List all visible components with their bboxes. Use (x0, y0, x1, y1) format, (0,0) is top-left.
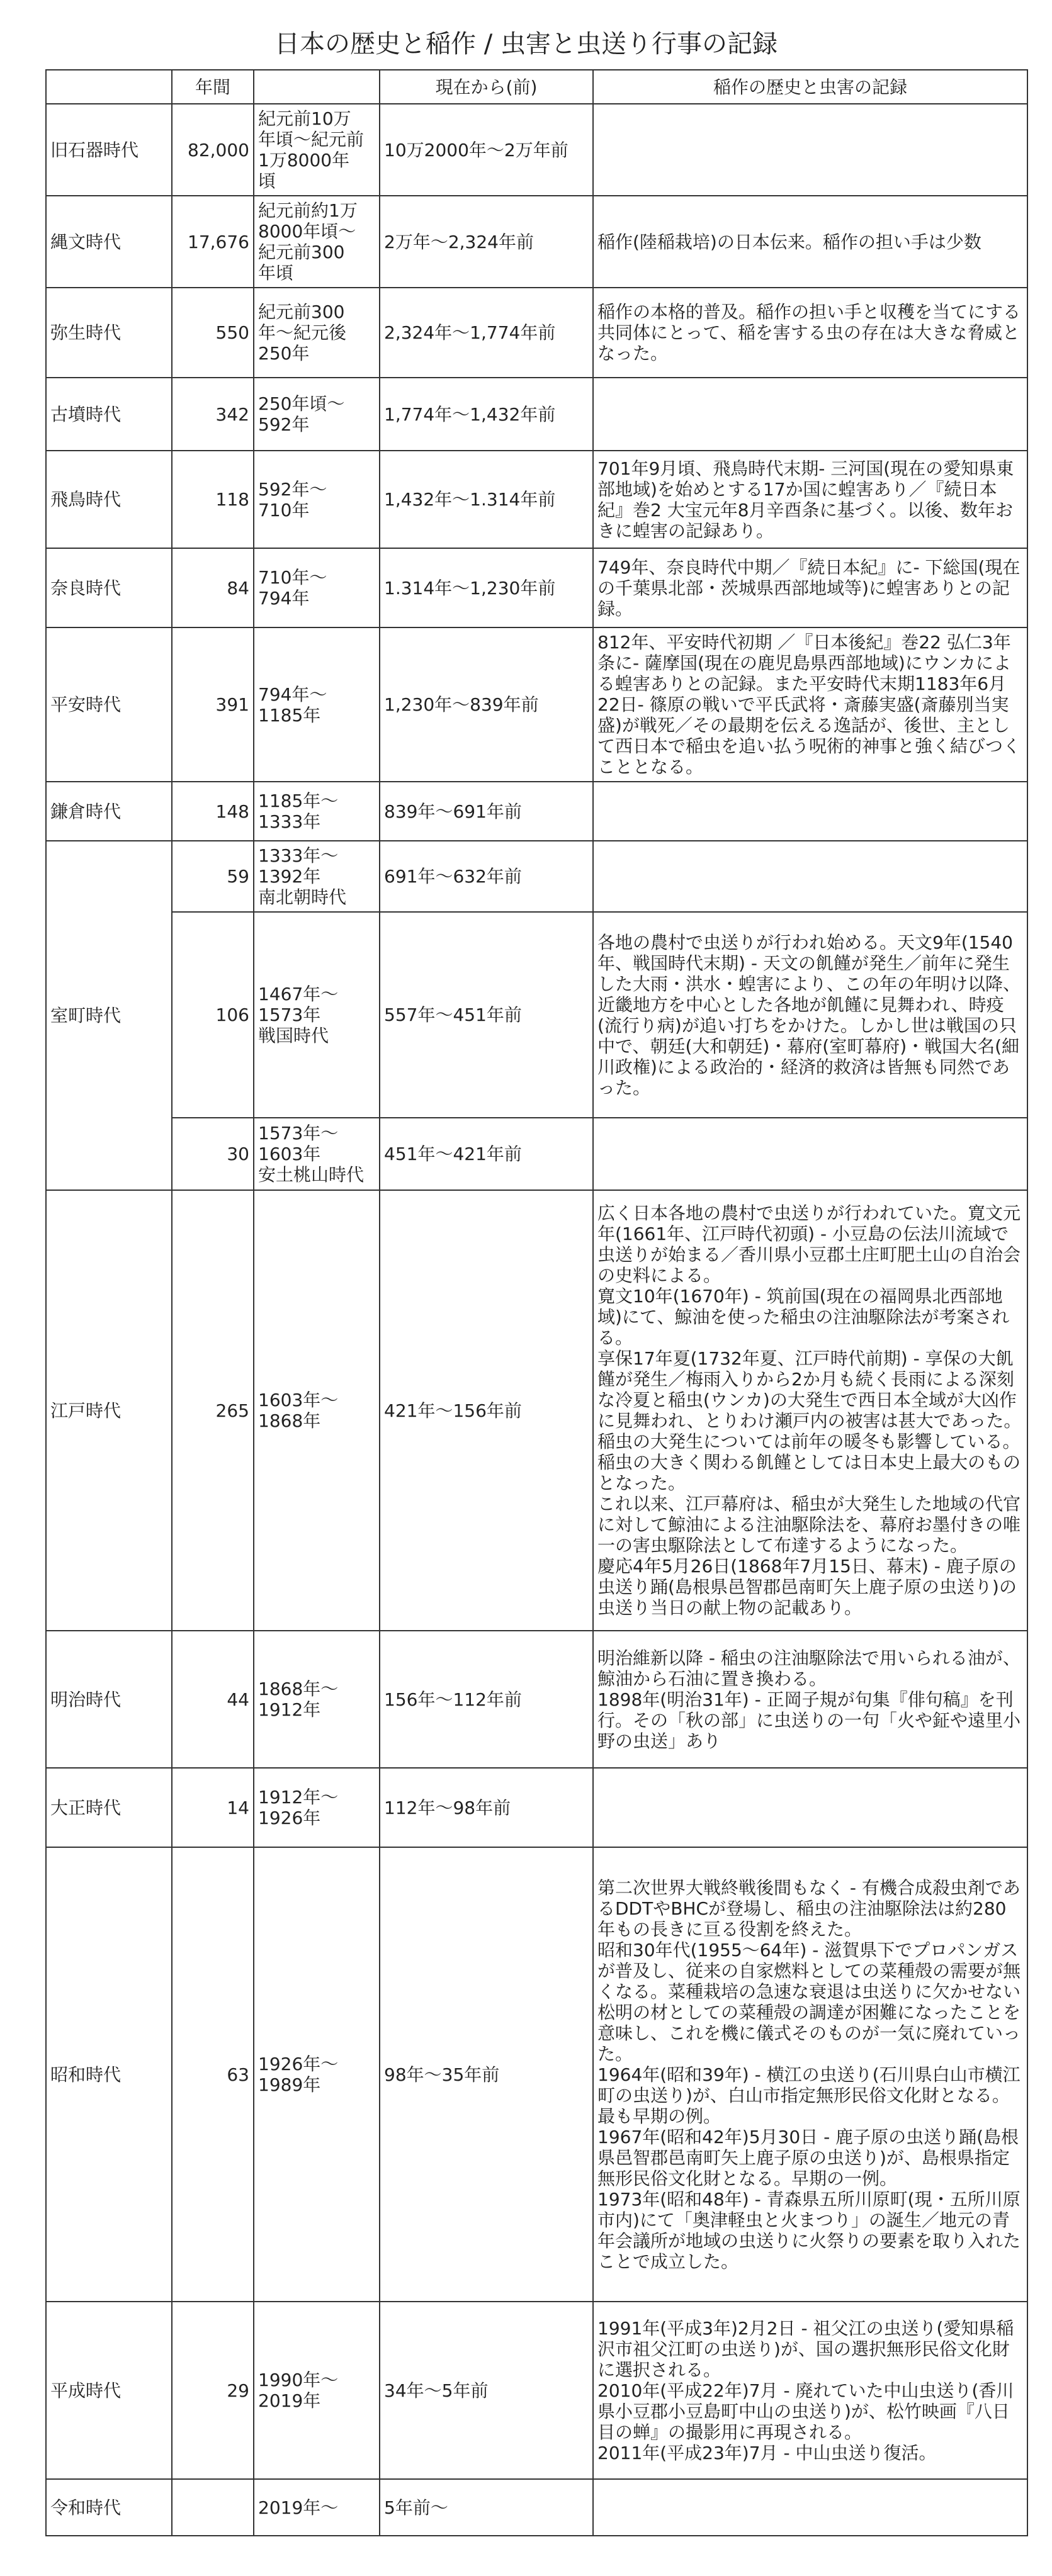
record-line: 1964年(昭和39年) - 横江の虫送り(石川県白山市横江町の虫送り)が、白山市指定無形民俗文化財となる。最も早期の例。 (597, 2064, 1021, 2127)
record-line: 明治維新以降 - 稲虫の注油駆除法で用いられる油が、鯨油から石油に置き換わる。 (597, 1647, 1021, 1689)
ago-cell: 2万年〜2,324年前 (380, 196, 593, 288)
record-cell: 稲作(陸稲栽培)の日本伝来。稲作の担い手は少数 (593, 196, 1027, 288)
record-line: 広く日本各地の農村で虫送りが行われていた。寛文元年(1661年、江戸時代初頭) - 小豆島の伝法川流域で虫送りが始まる／香川県小豆郡土庄町肥土山の自治会の史料による。 (597, 1203, 1021, 1286)
years-cell: 30 (172, 1118, 254, 1190)
record-line: 慶応4年5月26日(1868年7月15日、幕末) - 鹿子原の虫送り踊(島根県邑智郡邑南町矢上鹿子原の虫送り)の虫送り当日の献上物の記載あり。 (597, 1556, 1017, 1618)
record-cell (593, 1768, 1027, 1847)
period-text: 1912年〜 1926年 (258, 1787, 339, 1828)
ago-cell: 1,230年〜839年前 (380, 627, 593, 782)
table-row (46, 2479, 1027, 2536)
table-row (46, 1847, 1027, 2302)
table-row (46, 912, 1027, 1118)
years-cell: 17,676 (172, 196, 254, 288)
era-cell: 室町時代 (46, 841, 172, 1190)
record-cell (593, 1847, 1027, 2302)
table-header-row (46, 70, 1027, 104)
ago-cell: 691年〜632年前 (380, 841, 593, 912)
ago-cell: 5年前〜 (380, 2479, 593, 2536)
period-cell (254, 288, 380, 378)
era-cell: 明治時代 (46, 1631, 172, 1768)
years-cell: 59 (172, 841, 254, 912)
record-cell: 749年、奈良時代中期／『続日本紀』に- 下総国(現在の千葉県北部・茨城県西部地域等)に蝗害ありとの記録。 (593, 548, 1027, 627)
record-cell: 稲作の本格的普及。稲作の担い手と収穫を当てにする共同体にとって、稲を害する虫の存在は大きな脅威となった。 (593, 288, 1027, 378)
record-cell (593, 1631, 1027, 1768)
period-cell (254, 451, 380, 548)
era-cell: 古墳時代 (46, 378, 172, 451)
period-text: 1868年〜 1912年 (258, 1679, 339, 1720)
record-line: 1973年(昭和48年) - 青森県五所川原町(現・五所川原市内)にて「奥津軽虫と火まつり」の誕生／地元の青年会議所が地域の虫送りに火祭りの要素を取り入れたことで成立した。 (597, 2188, 1021, 2272)
table-row (46, 2302, 1027, 2479)
table-row (46, 1631, 1027, 1768)
table-row (46, 288, 1027, 378)
period-text: 1990年〜 2019年 (258, 2370, 339, 2411)
years-cell: 118 (172, 451, 254, 548)
table-row (46, 451, 1027, 548)
record-line: これ以来、江戸幕府は、稲虫が大発生した地域の代官に対して鯨油による注油駆除法を、幕府お墨付きの唯一の害虫駆除法として布達するようになった。 (597, 1493, 1021, 1556)
ago-cell: 156年〜112年前 (380, 1631, 593, 1768)
period-text: 794年〜 1185年 (258, 683, 327, 726)
years-cell: 14 (172, 1768, 254, 1847)
ago-cell: 1,432年〜1.314年前 (380, 451, 593, 548)
ago-cell: 112年〜98年前 (380, 1768, 593, 1847)
record-cell (593, 1190, 1027, 1631)
record-cell (593, 841, 1027, 912)
period-cell (254, 196, 380, 288)
period-text: 1926年〜 1989年 (258, 2054, 339, 2095)
header-years: 年間 (172, 70, 254, 104)
record-line: 2010年(平成22年)7月 - 廃れていた中山虫送り(香川県小豆郡小豆島町中山の虫送り)が、松竹映画『八日目の蝉』の撮影用に再現される。 (597, 2380, 1014, 2443)
period-text: 紀元前約1万 8000年頃〜 紀元前300 年頃 (258, 200, 358, 283)
record-cell: 701年9月頃、飛鳥時代末期- 三河国(現在の愛知県東部地域)を始めとする17か国に蝗害あり／『続日本紀』巻2 大宝元年8月辛酉条に基づく。以後、数年おきに蝗害の記録あり。 (593, 451, 1027, 548)
years-cell (172, 2479, 254, 2536)
record-line: 第二次世界大戦終戦後間もなく - 有機合成殺虫剤であるDDTやBHCが登場し、稲虫の注油駆除法は約280年もの長きに亘る役割を終えた。 (597, 1877, 1021, 1940)
table-row (46, 627, 1027, 782)
period-text: 1467年〜 1573年 戦国時代 (258, 984, 339, 1046)
record-cell (593, 2479, 1027, 2536)
period-cell (254, 378, 380, 451)
period-text: 2019年〜 (258, 2497, 339, 2518)
period-cell (254, 1190, 380, 1631)
period-text: 1185年〜 1333年 (258, 790, 339, 832)
period-text: 1603年〜 1868年 (258, 1390, 339, 1431)
table-row (46, 1768, 1027, 1847)
era-cell: 旧石器時代 (46, 104, 172, 196)
header-record: 稲作の歴史と虫害の記録 (593, 70, 1027, 104)
record-line: 昭和30年代(1955〜64年) - 滋賀県下でプロパンガスが普及し、従来の自家燃料としての菜種殻の需要が無くなる。菜種栽培の急速な衰退は虫送りに欠かせない松明の材としての菜種殻の調達が困難になったことを意味し、これを機に儀式そのものが一気に廃れていった。 (597, 1939, 1021, 2064)
record-cell (593, 1118, 1027, 1190)
table-row (46, 548, 1027, 627)
record-line: 享保17年夏(1732年夏、江戸時代前期) - 享保の大飢饉が発生／梅雨入りから2か月も続く長雨による深刻な冷夏と稲虫(ウンカ)の大発生で西日本全域が大凶作に見舞われ、とりわけ瀬戸内の被害は甚大であった。稲虫の大発生については前年の暖冬も影響している。稲虫の大きく関わる飢饉としては日本史上最大のものとなった。 (597, 1348, 1022, 1493)
years-cell: 550 (172, 288, 254, 378)
period-cell (254, 912, 380, 1118)
era-cell: 縄文時代 (46, 196, 172, 288)
years-cell: 342 (172, 378, 254, 451)
years-cell: 265 (172, 1190, 254, 1631)
era-cell: 平成時代 (46, 2302, 172, 2479)
period-text: 592年〜 710年 (258, 478, 327, 520)
era-cell: 鎌倉時代 (46, 782, 172, 841)
ago-cell: 557年〜451年前 (380, 912, 593, 1118)
period-cell (254, 627, 380, 782)
record-cell (593, 782, 1027, 841)
period-cell (254, 2302, 380, 2479)
record-cell (593, 2302, 1027, 2479)
record-line: 1991年(平成3年)2月2日 - 祖父江の虫送り(愛知県稲沢市祖父江町の虫送り)が、国の選択無形民俗文化財に選択される。 (597, 2317, 1014, 2380)
period-cell (254, 1768, 380, 1847)
table-row (46, 196, 1027, 288)
record-line: 2011年(平成23年)7月 - 中山虫送り復活。 (597, 2442, 937, 2463)
period-cell (254, 104, 380, 196)
table-row (46, 1118, 1027, 1190)
era-cell: 昭和時代 (46, 1847, 172, 2302)
history-table (45, 69, 1028, 2536)
ago-cell: 839年〜691年前 (380, 782, 593, 841)
ago-cell: 451年〜421年前 (380, 1118, 593, 1190)
ago-cell: 34年〜5年前 (380, 2302, 593, 2479)
years-cell: 82,000 (172, 104, 254, 196)
era-cell: 平安時代 (46, 627, 172, 782)
period-cell (254, 782, 380, 841)
ago-cell: 421年〜156年前 (380, 1190, 593, 1631)
record-line: 1898年(明治31年) - 正岡子規が句集『俳句稿』を刊行。その「秋の部」に虫送りの一句「火や鉦や遠里小野の虫送」あり (597, 1689, 1021, 1752)
table-row (46, 782, 1027, 841)
period-text: 1573年〜 1603年 安土桃山時代 (258, 1123, 365, 1185)
page-title: 日本の歴史と稲作 / 虫害と虫送り行事の記録 (274, 30, 778, 59)
record-cell (593, 378, 1027, 451)
table-row (46, 841, 1027, 912)
record-line: 寛文10年(1670年) - 筑前国(現在の福岡県北西部地域)にて、鯨油を使った稲虫の注油駆除法が考案される。 (597, 1286, 1010, 1348)
years-cell: 29 (172, 2302, 254, 2479)
years-cell: 391 (172, 627, 254, 782)
header-period (254, 70, 380, 104)
table-row (46, 378, 1027, 451)
period-text: 1333年〜 1392年 南北朝時代 (258, 845, 347, 908)
record-cell: 812年、平安時代初期 ／『日本後紀』巻22 弘仁3年条に- 薩摩国(現在の鹿児島県西部地域)にウンカによる蝗害ありとの記録。また平安時代末期1183年6月22日- 篠原の戦いで平氏武将・斎藤実盛(斎藤別当実盛)が戦死／その最期を伝える逸話が、後世、主として西日本で稲虫を追い払う呪術的神事と強く結びつくこととなる。 (593, 627, 1027, 782)
years-cell: 148 (172, 782, 254, 841)
era-cell: 江戸時代 (46, 1190, 172, 1631)
period-cell (254, 548, 380, 627)
header-ago: 現在から(前) (380, 70, 593, 104)
period-cell (254, 841, 380, 912)
table-row (46, 1190, 1027, 1631)
ago-cell: 1.314年〜1,230年前 (380, 548, 593, 627)
ago-cell: 10万2000年〜2万年前 (380, 104, 593, 196)
ago-cell: 2,324年〜1,774年前 (380, 288, 593, 378)
years-cell: 63 (172, 1847, 254, 2302)
record-line: 1967年(昭和42年)5月30日 - 鹿子原の虫送り踊(島根県邑智郡邑南町矢上鹿子原の虫送り)が、島根県指定無形民俗文化財となる。早期の一例。 (597, 2126, 1019, 2189)
years-cell: 44 (172, 1631, 254, 1768)
table-row (46, 104, 1027, 196)
period-cell (254, 2479, 380, 2536)
ago-cell: 98年〜35年前 (380, 1847, 593, 2302)
era-cell: 飛鳥時代 (46, 451, 172, 548)
period-cell (254, 1847, 380, 2302)
record-cell: 各地の農村で虫送りが行われ始める。天文9年(1540年、戦国時代末期) - 天文の飢饉が発生／前年に発生した大雨・洪水・蝗害により、この年の年明け以降、近畿地方を中心とした各地が飢饉に見舞われ、時疫(流行り病)が追い打ちをかけた。しかし世は戦国の只中で、朝廷(大和朝廷)・幕府(室町幕府)・戦国大名(細川政権)による政治的・経済的救済は皆無も同然であった。 (593, 912, 1027, 1118)
header-era (46, 70, 172, 104)
years-cell: 84 (172, 548, 254, 627)
era-cell: 奈良時代 (46, 548, 172, 627)
period-cell (254, 1118, 380, 1190)
years-cell: 106 (172, 912, 254, 1118)
period-text: 紀元前10万 年頃〜紀元前 1万8000年 頃 (258, 108, 365, 191)
era-cell: 弥生時代 (46, 288, 172, 378)
era-cell: 大正時代 (46, 1768, 172, 1847)
period-cell (254, 1631, 380, 1768)
ago-cell: 1,774年〜1,432年前 (380, 378, 593, 451)
record-cell (593, 104, 1027, 196)
period-text: 710年〜 794年 (258, 567, 327, 609)
era-cell: 令和時代 (46, 2479, 172, 2536)
period-text: 250年頃〜 592年 (258, 393, 345, 435)
period-text: 紀元前300 年〜紀元後 250年 (258, 301, 347, 364)
